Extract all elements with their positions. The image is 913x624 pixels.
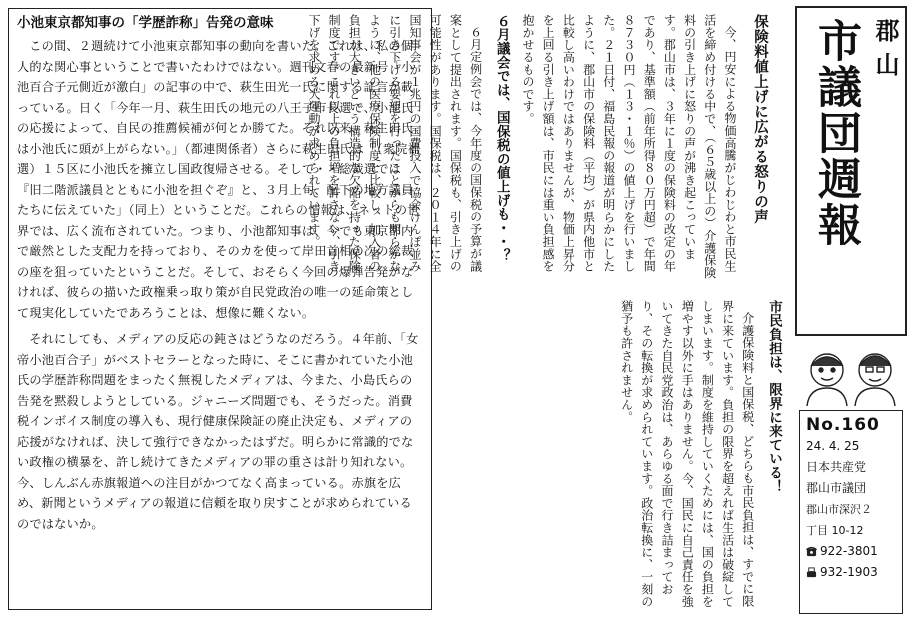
masthead [795, 6, 907, 618]
issue-date: 24. 4. 25 [806, 439, 860, 453]
article-paragraph-2: それにしても、メディアの反応の鈍さはどうなのだろう。４年前、「女帝小池百合子」がベストセラーとなった時に、そこに書かれていた小池氏の学歴詐称問題をまったく無視したメディアは、今また、小島氏らの告発を黙殺しようとしている。ジャニーズ問題でも、そうだった。消費税インボイス制度の導入も、現行健康保険証の廃止決定も、メディアの応援がなければ、決して強行できなかったはずだ。明らかに常識的でない政権の横暴を、許し続けてきたメディアの罪の重さは計り知れない。今、しんぶん赤旗報道への注目がかつてなく高まっている。赤旗を広め、新聞というメディアの報道に信頼を取り戻すことが求められているのではないか。 [17, 332, 419, 531]
tel-number: 922-3801 [820, 544, 878, 558]
tel-row [806, 541, 896, 562]
masthead-name: 市議団週報 [810, 18, 861, 248]
fax-row [806, 562, 896, 583]
insurance-article-bottom [440, 300, 790, 612]
article-title: 小池東京都知事の「学歴詐称」告発の意味 [17, 15, 274, 31]
insurance-paragraph-1: 今、円安による物価高騰がじわじわと市民生活を締め付ける中で、（６５歳以上の）介護保険料の引き上げに怒りの声が沸き起こっています。郡山市は、３年に１度の保険料の改定の年であり、基準額（前年所得８０万円超）で年間８７３０円（１３・１％）の値上げを行いました。２１日付、福島民報の報道が明らかにしたように、郡山市の保険料（平均）が県内他市と比較し高いわけではありませんが、物価上昇分を上回る引き上げ額は、市民には重い負担感を抱かせるものです。 [520, 14, 737, 279]
portrait-left [807, 354, 847, 406]
subhead-citizen-burden: 市民負担は、限界に来ている！ [766, 300, 782, 494]
masthead-city: 郡山 [871, 18, 899, 86]
article-paragraph-1: この間、２週続けて小池東京都知事の動向を書いた。これは、私の個人的な関心事ということで書いたわけではない。週刊文春の最新号「小池百合子元側近が激白」の記事の中で、萩生田光一氏に関する証言が載っている。日く「今年一月、萩生田氏の地元の八王子市長選で、小池氏の応援によって、自民の推薦候補が何とか勝てた。それ以来、萩生田氏は小池氏に頭が上がらない。」（都連関係者）さらに萩生田氏は「（衆院補選）１５区に小池氏を擁立し国政復帰させる。そして・・総裁選では『旧二階派議員とともに小池を担ぐぞ』と、３月上旬、配下の地方議員たちに伝えていた」（同上）ということだ。これらの情報は、ネットの世界では、広く流布されていた。つまり、小池都知事は、今でも東京都内で厳然とした支配力を持っており、そのカを使って岸田首相の次の総裁の座を狙っていたということだ。そして、おそらく今回の爆弾告発がなければ、彼らの描いた政権乗っ取り策が自民党政治の唯一の延命策として現実化していたであろうことは、想像に難くない。 [17, 39, 420, 320]
publisher-party: 日本共産党 [806, 460, 867, 474]
burden-paragraph: 介護保険料と国保税、どちらも市民負担は、すでに限界に来ています。負担の限界を超えれば生活は破綻してしまいます。制度を維持していくためには、国の負担を増やす以外に手はありません。今、国民に自己責任を強いてきた自民党政治は、あらゆる面で行き詰まっており、その転換が求められています。政治転換に、一刻の猶予も許されません。 [619, 300, 755, 608]
masthead-title-box [795, 6, 907, 336]
fax-icon [806, 567, 817, 578]
subhead-national-insurance: ６月議会では、国保税の値上げも・・？ [493, 14, 510, 263]
issue-number: No.160 [806, 415, 880, 435]
issue-info-box [799, 410, 903, 614]
portrait-right [855, 354, 895, 406]
address-line-1: 郡山市深沢２ [806, 503, 872, 516]
headline-insurance: 保険料値上げに広がる怒りの声 [752, 14, 768, 224]
address-line-2: 丁目 10-12 [806, 524, 864, 537]
fax-number: 932-1903 [820, 565, 878, 579]
insurance-article-top [306, 14, 740, 284]
insurance-paragraph-2: ６月定例会では、今年度の国保税の予算が議案として提出されます。国保税も、引き上げの可能性があります。国保税は、２０１４年に全国知事会が１兆円の国費投入で協会けんぽ並みに引き下げる要望を行ったことからも明らかなように、他の医療保険制度と比較し、加入者の負担が大きいという構造的な欠陥を持った保険制度です。これ以上の負担増を許さない、引き下げを求める大運動が求められています。 [306, 14, 483, 273]
phone-icon [806, 546, 817, 557]
portraits-illustration [799, 342, 903, 406]
publisher-group: 郡山市議団 [806, 481, 867, 495]
